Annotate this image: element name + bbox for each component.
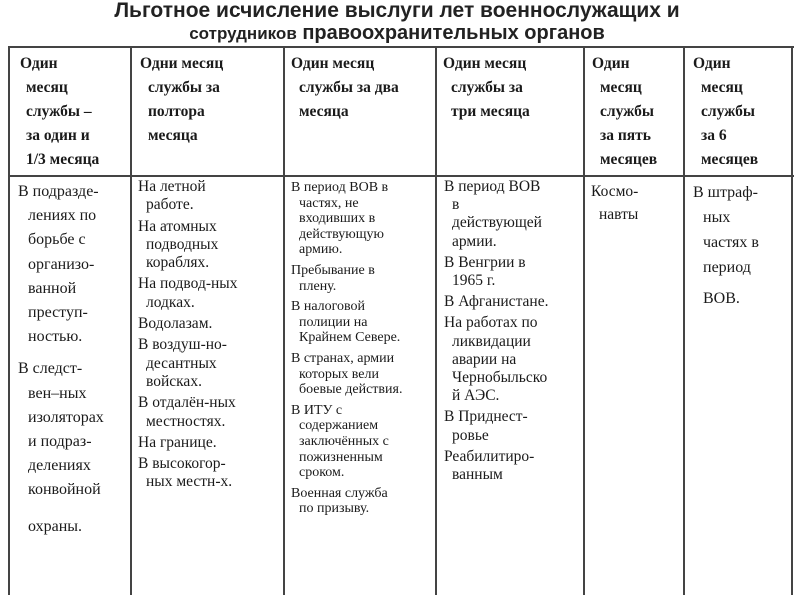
text-line: В странах, армии xyxy=(291,350,395,366)
header-line: месяц xyxy=(600,79,642,96)
header-line: месяц xyxy=(701,79,743,96)
text-line: десантных xyxy=(146,354,217,372)
text-line: На летной xyxy=(138,178,206,195)
text-line: В Венгрии в xyxy=(444,253,526,271)
list-item xyxy=(444,408,582,444)
header-line: службы – xyxy=(26,103,92,120)
text-line: В штраф- xyxy=(693,184,758,201)
list-item xyxy=(291,263,434,294)
text-line: На границе. xyxy=(138,433,217,451)
subtitle-small-part: сотрудников xyxy=(189,24,297,43)
text-line: боевые действия. xyxy=(299,382,403,398)
text-line: Чернобыльско xyxy=(452,369,548,387)
column-divider-1 xyxy=(130,46,132,595)
text-line: 1965 г. xyxy=(452,272,496,290)
list-item xyxy=(444,254,582,290)
text-line: Водолазам. xyxy=(138,315,213,333)
text-line: На атомных xyxy=(138,217,217,235)
text-line: армию. xyxy=(299,242,343,258)
text-line: период xyxy=(703,259,751,276)
page-title: Льготное исчисление выслуги лет военнослужащих и xyxy=(114,0,680,22)
text-line: частях в xyxy=(703,234,759,251)
text-line: ных местн-х. xyxy=(146,473,233,491)
text-line: преступ- xyxy=(28,304,88,322)
header-col-2 xyxy=(140,52,280,148)
text-line: входивших в xyxy=(299,211,376,227)
list-item xyxy=(291,486,434,517)
text-line: ванной xyxy=(28,279,77,297)
text-line: содержанием xyxy=(299,418,379,434)
text-line: В налоговой xyxy=(291,299,366,315)
list-item xyxy=(138,394,283,431)
text-line: пожизненным xyxy=(299,449,383,465)
text-line: которых вели xyxy=(299,366,379,382)
body-col-2 xyxy=(138,178,283,495)
header-line: месяца xyxy=(299,103,349,120)
header-line: Один xyxy=(20,55,58,72)
list-item xyxy=(138,455,283,492)
body-col-3 xyxy=(291,180,434,522)
list-item xyxy=(591,180,681,226)
header-line: службы xyxy=(701,103,756,120)
list-item xyxy=(444,293,582,311)
header-line: полтора xyxy=(148,103,205,120)
text-line: ВОВ. xyxy=(703,290,740,307)
text-line: В Приднест- xyxy=(444,408,528,426)
text-line: Реабилитиро- xyxy=(444,447,535,465)
table-left-border xyxy=(8,46,10,595)
text-line: и подраз- xyxy=(28,433,92,451)
list-item xyxy=(693,180,789,311)
text-line: делениях xyxy=(28,457,91,475)
header-line: месяцев xyxy=(600,151,658,168)
text-line: В период ВОВ в xyxy=(291,180,389,195)
header-divider xyxy=(8,175,794,177)
text-line: В воздуш-но- xyxy=(138,336,227,354)
text-line: В Афганистане. xyxy=(444,293,549,311)
column-divider-2 xyxy=(283,46,285,595)
text-line: лодках. xyxy=(146,293,195,311)
table-right-border xyxy=(791,46,793,595)
list-item xyxy=(18,515,130,539)
text-line: изоляторах xyxy=(28,408,104,426)
page-subtitle xyxy=(0,21,794,46)
text-line: навты xyxy=(599,206,639,223)
text-line: действующую xyxy=(299,226,384,242)
list-item xyxy=(138,434,283,452)
table-top-border xyxy=(8,46,794,48)
body-col-4 xyxy=(444,178,582,487)
text-line: плену. xyxy=(299,278,337,294)
text-line: организо- xyxy=(28,255,95,273)
list-item xyxy=(138,178,283,215)
text-line: В период ВОВ xyxy=(444,178,541,195)
header-line: Один месяц xyxy=(443,55,527,72)
header-line: месяц xyxy=(26,79,68,96)
header-line: за 6 xyxy=(701,127,727,144)
column-divider-4 xyxy=(583,46,585,595)
text-line: В подразде- xyxy=(18,183,99,200)
text-line: аварии на xyxy=(452,350,517,368)
list-item xyxy=(138,336,283,391)
text-line: Военная служба xyxy=(291,485,388,501)
text-line: й АЭС. xyxy=(452,387,500,405)
text-line: армии. xyxy=(452,232,497,250)
text-line: В высокогор- xyxy=(138,455,226,473)
header-col-6 xyxy=(693,52,789,172)
list-item xyxy=(444,448,582,484)
column-divider-3 xyxy=(435,46,437,595)
body-col-1 xyxy=(18,180,130,539)
text-line: действующей xyxy=(452,214,542,232)
text-line: На работах по xyxy=(444,314,538,332)
text-line: кораблях. xyxy=(146,254,210,272)
subtitle-main-part: правоохранительных органов xyxy=(302,22,605,44)
text-line: лениях по xyxy=(28,207,97,225)
header-line: службы за xyxy=(451,79,523,96)
body-col-6 xyxy=(693,180,789,311)
text-line: Космо- xyxy=(591,183,639,200)
text-line: по призыву. xyxy=(299,501,370,517)
list-item xyxy=(138,315,283,333)
text-line: вен–ных xyxy=(28,384,87,402)
header-line: Один xyxy=(693,55,731,72)
header-col-1 xyxy=(16,52,128,172)
text-line: заключённых с xyxy=(299,433,389,449)
text-line: Крайнем Севере. xyxy=(299,330,401,346)
text-line: подводных xyxy=(146,235,219,253)
header-line: за пять xyxy=(600,127,651,144)
header-line: службы за два xyxy=(299,79,399,96)
text-line: ных xyxy=(703,209,731,226)
text-line: частях, не xyxy=(299,195,359,211)
text-line: охраны. xyxy=(28,517,83,535)
list-item xyxy=(291,403,434,481)
text-line: В следст- xyxy=(18,360,83,378)
list-item xyxy=(18,180,130,349)
column-divider-5 xyxy=(683,46,685,595)
list-item xyxy=(291,180,434,258)
text-line: В ИТУ с xyxy=(291,402,343,418)
header-line: за один и xyxy=(26,127,90,144)
text-line: в xyxy=(452,196,460,214)
text-line: ликвидации xyxy=(452,332,531,350)
header-line: Одни месяц xyxy=(140,55,224,72)
list-item xyxy=(138,218,283,273)
text-line: На подвод-ных xyxy=(138,275,238,293)
header-line: три месяца xyxy=(451,103,530,120)
text-line: конвойной xyxy=(28,481,101,499)
list-item xyxy=(18,357,130,502)
text-line: ванным xyxy=(452,466,503,484)
text-line: Пребывание в xyxy=(291,262,375,278)
text-line: В отдалён-ных xyxy=(138,394,236,412)
list-item xyxy=(138,275,283,312)
text-line: полиции на xyxy=(299,314,368,330)
header-line: 1/3 месяца xyxy=(26,151,100,168)
text-line: войсках. xyxy=(146,372,202,390)
header-line: Один месяц xyxy=(291,55,375,72)
text-line: ностью. xyxy=(28,328,83,346)
header-line: службы за xyxy=(148,79,220,96)
header-line: Один xyxy=(592,55,630,72)
header-line: службы xyxy=(600,103,655,120)
text-line: сроком. xyxy=(299,465,345,481)
text-line: борьбе с xyxy=(28,231,86,249)
header-line: месяца xyxy=(148,127,198,144)
list-item xyxy=(291,351,434,398)
text-line: местностях. xyxy=(146,412,226,430)
list-item xyxy=(291,299,434,346)
header-line: месяцев xyxy=(701,151,759,168)
header-col-5 xyxy=(592,52,680,172)
body-col-5 xyxy=(591,180,681,226)
text-line: работе. xyxy=(146,196,194,214)
list-item xyxy=(444,178,582,251)
text-line: ровье xyxy=(452,426,489,444)
list-item xyxy=(444,314,582,405)
header-col-3 xyxy=(291,52,433,124)
header-col-4 xyxy=(443,52,581,124)
